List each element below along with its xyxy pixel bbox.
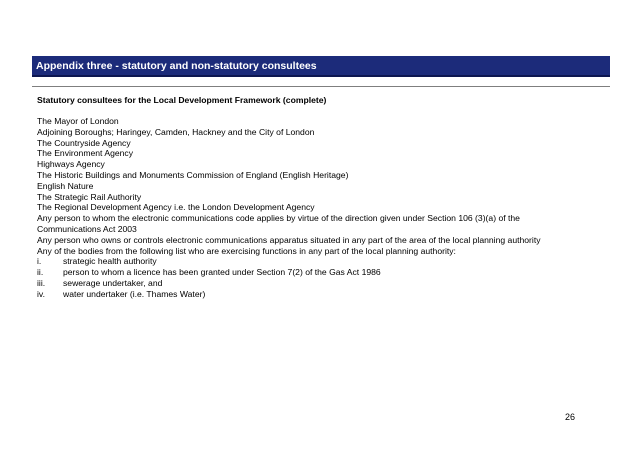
section-header-banner	[32, 56, 610, 77]
divider	[32, 86, 610, 87]
consultee-item: Any person to whom the electronic communications code applies by virtue of the direction given under Section 106 (3)(a) of the	[37, 213, 520, 224]
list-marker: iii.	[37, 277, 46, 288]
consultee-item: Highways Agency	[37, 159, 105, 170]
consultee-list	[37, 116, 607, 300]
consultee-item: Adjoining Boroughs; Haringey, Camden, Hackney and the City of London	[37, 126, 315, 137]
bodies-list-item	[37, 289, 607, 300]
consultee-item: Any of the bodies from the following list who are exercising functions in any part of the local planning authority:	[37, 245, 456, 256]
page-number: 26	[565, 412, 576, 422]
list-marker: ii.	[37, 267, 44, 278]
consultee-item: English Nature	[37, 180, 94, 191]
consultee-item: Communications Act 2003	[37, 223, 137, 234]
bodies-list-item	[37, 267, 607, 278]
consultee-item: The Countryside Agency	[37, 137, 131, 148]
list-text: person to whom a licence has been granted under Section 7(2) of the Gas Act 1986	[63, 267, 381, 278]
consultee-item: Any person who owns or controls electronic communications apparatus situated in any part of the area of the local planning authority	[37, 234, 541, 245]
consultee-item: The Mayor of London	[37, 116, 119, 126]
consultee-item: The Strategic Rail Authority	[37, 191, 142, 202]
list-text: strategic health authority	[63, 256, 157, 267]
bodies-list-item	[37, 278, 607, 289]
list-marker: i.	[37, 256, 42, 267]
consultee-item: The Environment Agency	[37, 148, 134, 159]
list-text: sewerage undertaker, and	[63, 277, 163, 288]
list-text: water undertaker (i.e. Thames Water)	[63, 288, 206, 299]
section-subtitle: Statutory consultees for the Local Development Framework (complete)	[37, 95, 327, 105]
list-marker: iv.	[37, 288, 45, 299]
consultee-item: The Historic Buildings and Monuments Commission of England (English Heritage)	[37, 169, 349, 180]
consultee-item: The Regional Development Agency i.e. the London Development Agency	[37, 202, 315, 213]
bodies-list-item	[37, 256, 607, 267]
section-header-title: Appendix three - statutory and non-statutory consultees	[36, 60, 317, 72]
